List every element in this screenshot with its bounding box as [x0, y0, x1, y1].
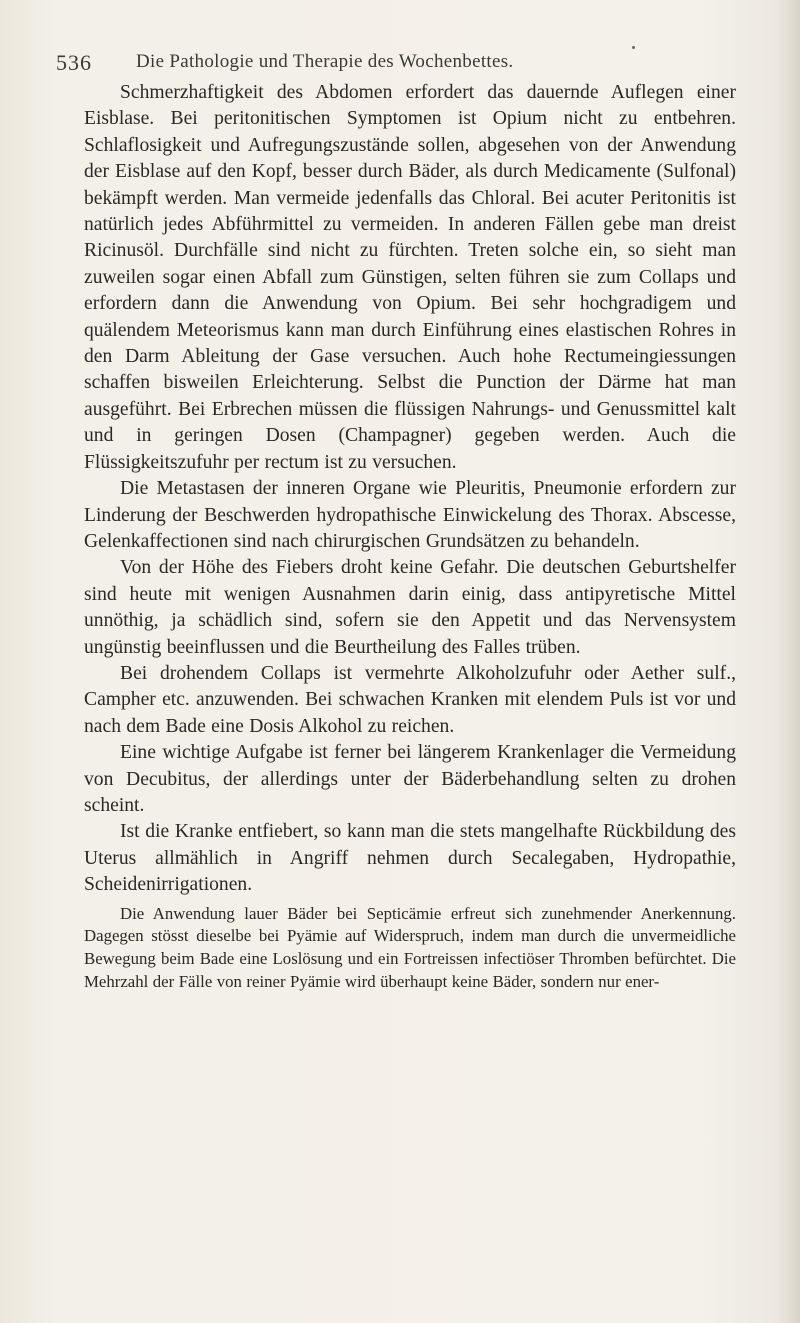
paragraph: Ist die Kranke entfiebert, so kann man die stets mangelhafte Rückbildung des Uterus allmählich in Angriff nehmen durch Secalegaben, Hydropathie, Scheidenirrigationen.	[84, 821, 736, 896]
running-title: Die Pathologie und Therapie des Wochenbettes.	[136, 51, 514, 72]
body-text	[84, 80, 736, 994]
paragraph: Von der Höhe des Fiebers droht keine Gefahr. Die deutschen Geburtshelfer sind heute mit wenigen Ausnahmen darin einig, dass antipyretische Mittel unnöthig, ja schädlich sind, sofern sie den Appetit und das Nervensystem ungünstig beeinflussen und die Beurtheilung des Falles trüben.	[84, 557, 736, 658]
page-header	[56, 50, 756, 80]
paragraph: Schmerzhaftigkeit des Abdomen erfordert das dauernde Auflegen einer Eisblase. Bei peritonitischen Symptomen ist Opium nicht zu entbehren. Schlaflosigkeit und Aufregungszustände sollen, abgesehen von der Anwendung der Eisblase auf den Kopf, besser durch Bäder, als durch Medicamente (Sulfonal) bekämpft werden. Man vermeide jedenfalls das Chloral. Bei acuter Peritonitis ist natürlich jedes Abführmittel zu vermeiden. In anderen Fällen gebe man dreist Ricinusöl. Durchfälle sind nicht zu fürchten. Treten solche ein, so sieht man zuweilen sogar einen Abfall zum Günstigen, selten führen sie zum Collaps und erfordern dann die Anwendung von Opium. Bei sehr hochgradigem und quälendem Meteorismus kann man durch Einführung eines elastischen Rohres in den Darm Ableitung der Gase versuchen. Auch hohe Rectumeingiessungen schaffen bisweilen Erleichterung. Selbst die Punction der Därme hat man ausgeführt. Bei Erbrechen müssen die flüssigen Nahrungs- und Genussmittel kalt und in geringen Dosen (Champagner) gegeben werden. Auch die Flüssigkeitszufuhr per rectum ist zu versuchen.	[84, 82, 736, 473]
paragraph: Eine wichtige Aufgabe ist ferner bei längerem Krankenlager die Vermeidung von Decubitus, der allerdings unter der Bäderbehandlung selten zu drohen scheint.	[84, 742, 736, 816]
ink-dot	[632, 46, 635, 49]
paragraph: Die Metastasen der inneren Organe wie Pleuritis, Pneumonie erfordern zur Linderung der Beschwerden hydropathische Einwickelung des Thorax. Abscesse, Gelenkaffectionen sind nach chirurgischen Grundsätzen zu behandeln.	[84, 478, 736, 552]
page-edge-shadow	[778, 0, 800, 1323]
paragraph: Bei drohendem Collaps ist vermehrte Alkoholzufuhr oder Aether sulf., Campher etc. anzuwenden. Bei schwachen Kranken mit elendem Puls ist vor und nach dem Bade eine Dosis Alkohol zu reichen.	[84, 662, 736, 737]
small-print-paragraph: Die Anwendung lauer Bäder bei Septicämie erfreut sich zunehmender Anerkennung. Dagegen stösst dieselbe bei Pyämie auf Widerspruch, indem man durch die unvermeidliche Bewegung beim Bade eine Loslösung und ein Fortreissen infectiöser Thromben befürchtet. Die Mehrzahl der Fälle von reiner Pyämie wird überhaupt keine Bäder, sondern nur ener-	[84, 903, 736, 991]
page-number: 536	[56, 50, 92, 75]
